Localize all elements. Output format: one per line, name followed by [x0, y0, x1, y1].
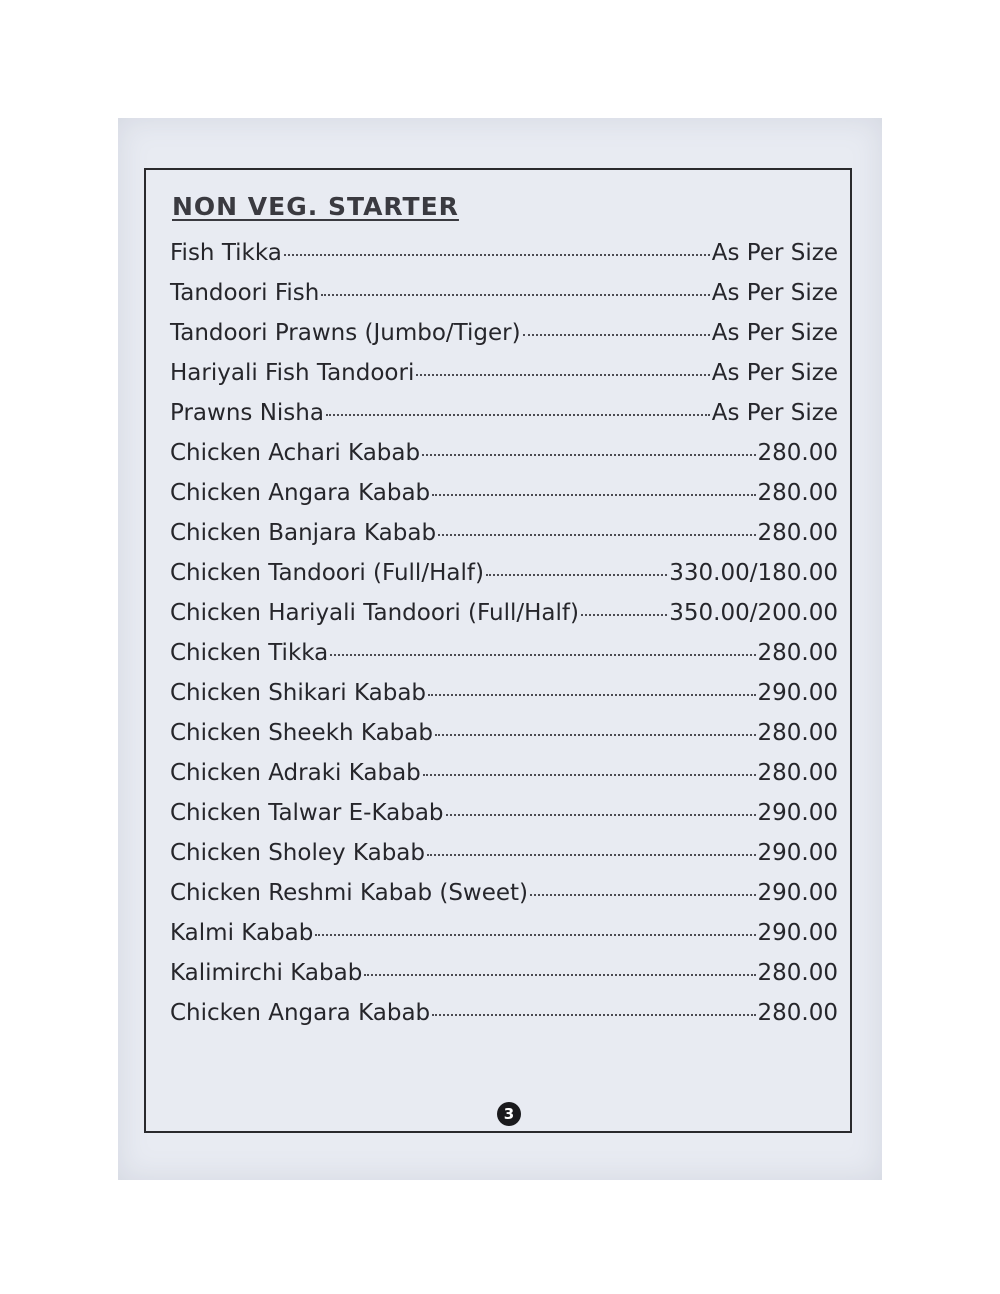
- menu-item-name: Chicken Shikari Kabab: [170, 680, 427, 706]
- menu-item-price: 280.00: [757, 1000, 838, 1026]
- menu-item-name: Chicken Tikka: [170, 640, 329, 666]
- menu-item-row: [170, 640, 838, 680]
- dotted-leader: [422, 454, 755, 456]
- menu-item-name: Chicken Angara Kabab: [170, 1000, 431, 1026]
- dotted-leader: [432, 494, 755, 496]
- menu-item-price: 290.00: [757, 880, 838, 906]
- menu-item-price: 290.00: [757, 800, 838, 826]
- menu-item-price: 280.00: [757, 760, 838, 786]
- menu-item-name: Kalimirchi Kabab: [170, 960, 363, 986]
- menu-item-price: As Per Size: [711, 400, 838, 426]
- menu-item-price: 280.00: [757, 520, 838, 546]
- dotted-leader: [446, 814, 756, 816]
- dotted-leader: [330, 654, 755, 656]
- menu-frame: [144, 168, 852, 1133]
- menu-item-row: [170, 360, 838, 400]
- dotted-leader: [435, 734, 756, 736]
- menu-item-name: Chicken Sheekh Kabab: [170, 720, 433, 746]
- menu-item-row: [170, 520, 838, 560]
- menu-item-price: As Per Size: [711, 360, 838, 386]
- menu-item-price: 280.00: [757, 480, 838, 506]
- menu-item-row: [170, 960, 838, 1000]
- menu-item-name: Chicken Sholey Kabab: [170, 840, 425, 866]
- menu-item-row: [170, 400, 838, 440]
- dotted-leader: [438, 534, 755, 536]
- menu-item-row: [170, 680, 838, 720]
- menu-item-name: Chicken Tandoori (Full/Half): [170, 560, 484, 586]
- dotted-leader: [284, 254, 710, 256]
- dotted-leader: [416, 374, 709, 376]
- dotted-leader: [423, 774, 756, 776]
- menu-item-price: As Per Size: [711, 280, 838, 306]
- menu-item-row: [170, 320, 838, 360]
- menu-item-name: Tandoori Fish: [170, 280, 320, 306]
- menu-item-name: Chicken Banjara Kabab: [170, 520, 437, 546]
- menu-item-name: Fish Tikka: [170, 240, 282, 266]
- menu-item-row: [170, 840, 838, 880]
- menu-item-row: [170, 480, 838, 520]
- menu-item-row: [170, 240, 838, 280]
- menu-item-price: 290.00: [757, 680, 838, 706]
- menu-item-row: [170, 920, 838, 960]
- menu-item-row: [170, 720, 838, 760]
- dotted-leader: [315, 934, 755, 936]
- menu-item-price: 280.00: [757, 640, 838, 666]
- menu-item-name: Chicken Angara Kabab: [170, 480, 431, 506]
- section-title: NON VEG. STARTER: [172, 192, 459, 221]
- menu-item-row: [170, 440, 838, 480]
- dotted-leader: [321, 294, 709, 296]
- dotted-leader: [427, 854, 756, 856]
- dotted-leader: [432, 1014, 755, 1016]
- menu-item-price: 290.00: [757, 840, 838, 866]
- menu-item-row: [170, 280, 838, 320]
- menu-item-name: Hariyali Fish Tandoori: [170, 360, 415, 386]
- dotted-leader: [581, 614, 667, 616]
- menu-item-list: [170, 240, 838, 1040]
- menu-item-name: Chicken Hariyali Tandoori (Full/Half): [170, 600, 579, 626]
- menu-item-price: 330.00/180.00: [669, 560, 838, 586]
- menu-item-row: [170, 560, 838, 600]
- menu-item-name: Chicken Adraki Kabab: [170, 760, 421, 786]
- menu-item-row: [170, 1000, 838, 1040]
- page-number-badge: 3: [497, 1102, 521, 1126]
- menu-item-price: 350.00/200.00: [669, 600, 838, 626]
- menu-item-price: 290.00: [757, 920, 838, 946]
- menu-item-name: Prawns Nisha: [170, 400, 324, 426]
- menu-page: [118, 118, 882, 1180]
- dotted-leader: [530, 894, 755, 896]
- dotted-leader: [523, 334, 710, 336]
- menu-item-price: 280.00: [757, 960, 838, 986]
- menu-item-name: Chicken Achari Kabab: [170, 440, 421, 466]
- menu-item-price: 280.00: [757, 440, 838, 466]
- dotted-leader: [486, 574, 667, 576]
- menu-item-name: Kalmi Kabab: [170, 920, 314, 946]
- menu-item-row: [170, 800, 838, 840]
- menu-item-name: Chicken Reshmi Kabab (Sweet): [170, 880, 529, 906]
- dotted-leader: [326, 414, 710, 416]
- menu-item-name: Tandoori Prawns (Jumbo/Tiger): [170, 320, 521, 346]
- menu-item-price: 280.00: [757, 720, 838, 746]
- dotted-leader: [428, 694, 756, 696]
- menu-item-price: As Per Size: [711, 320, 838, 346]
- menu-item-row: [170, 760, 838, 800]
- dotted-leader: [364, 974, 755, 976]
- menu-item-row: [170, 880, 838, 920]
- menu-item-row: [170, 600, 838, 640]
- menu-item-name: Chicken Talwar E-Kabab: [170, 800, 444, 826]
- menu-item-price: As Per Size: [711, 240, 838, 266]
